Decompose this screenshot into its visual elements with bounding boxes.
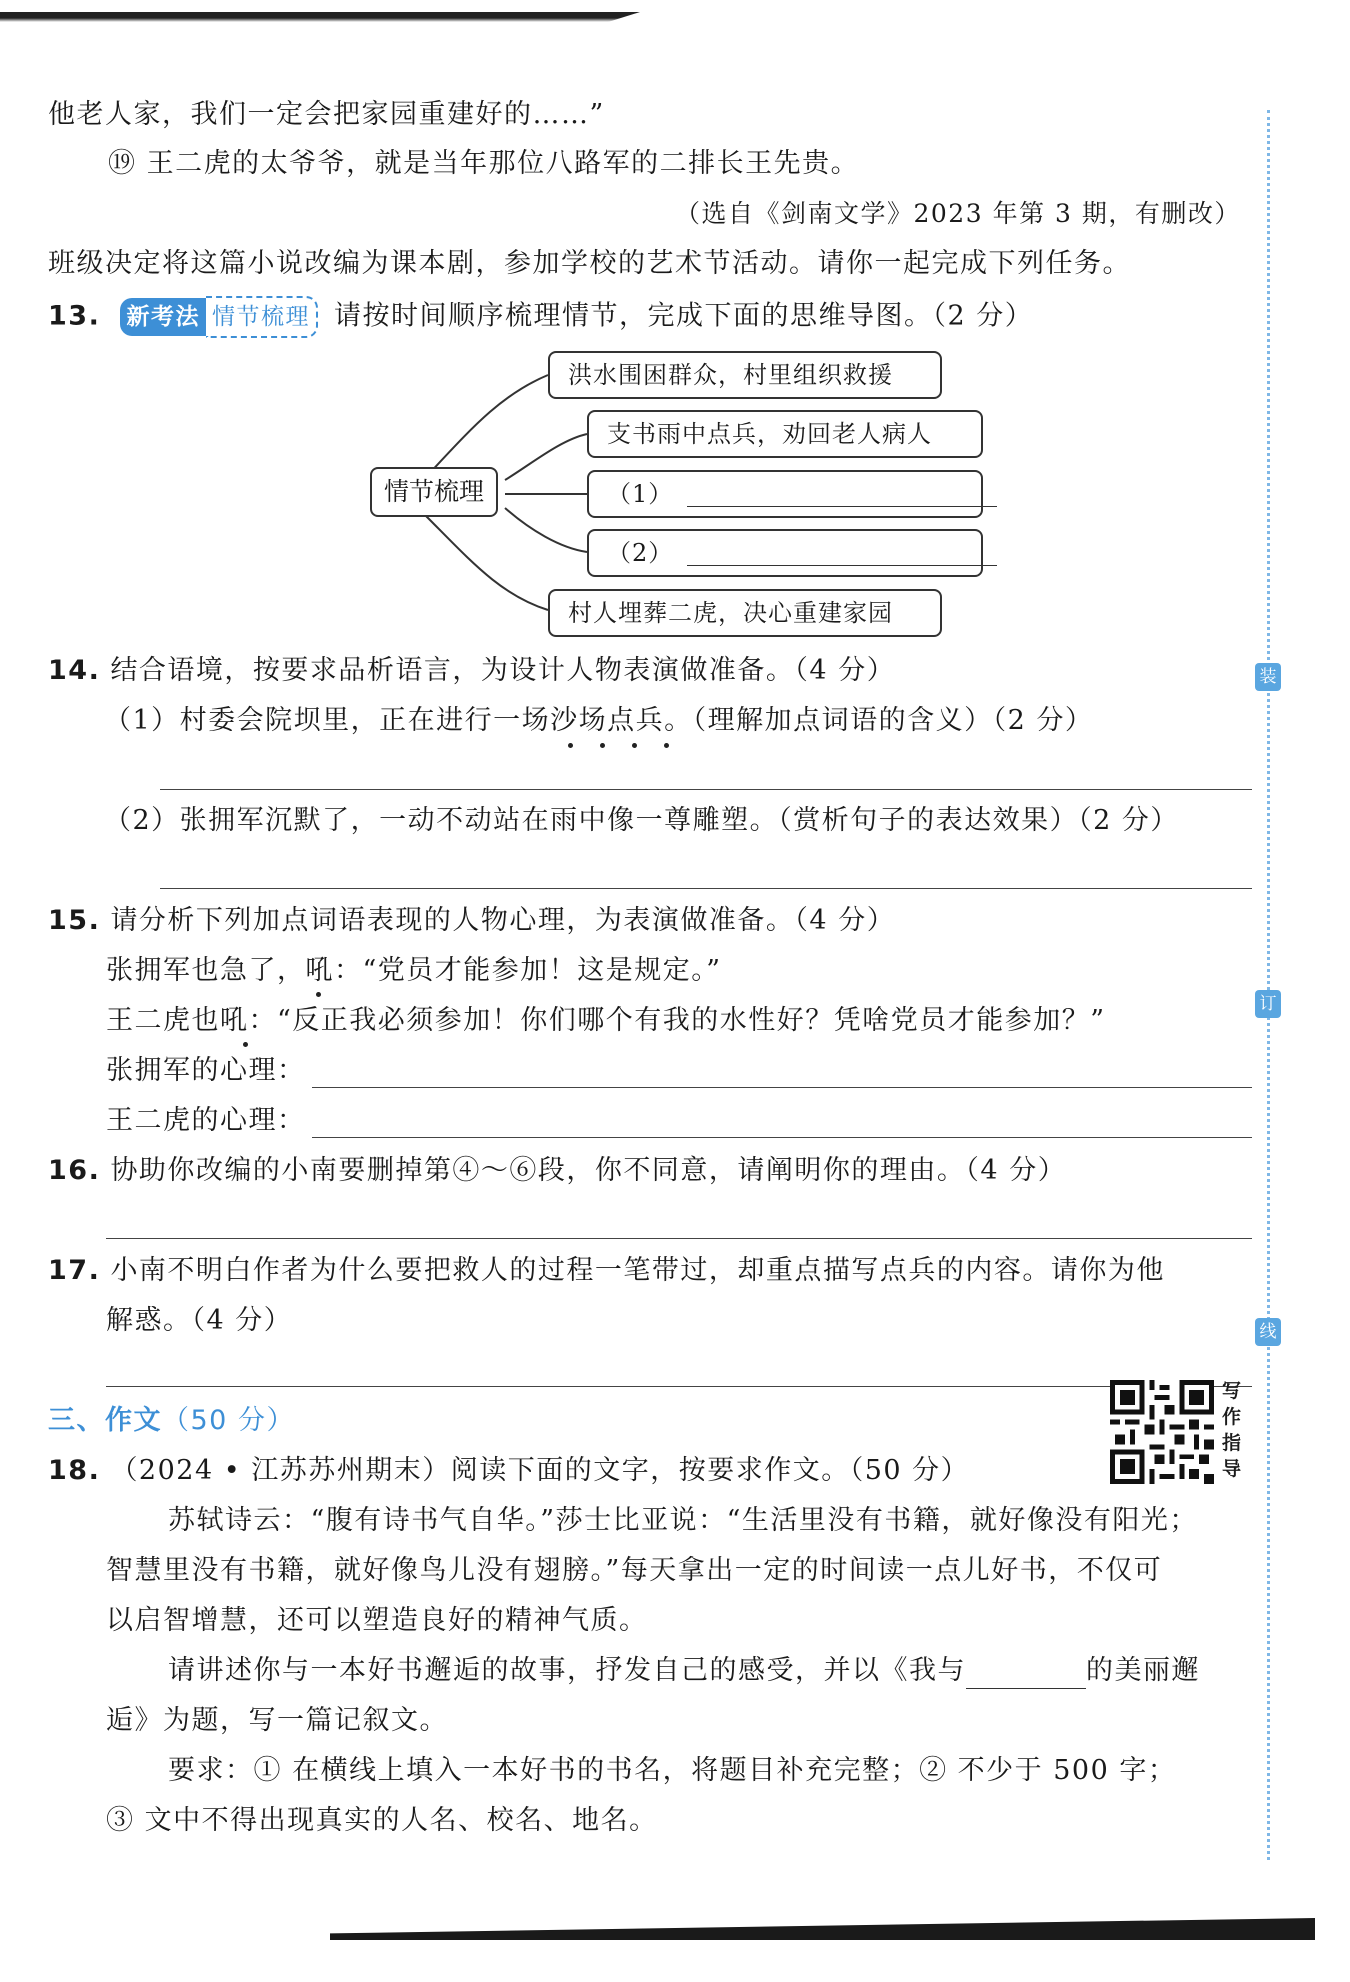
section-score: （50 分） [162,1405,295,1436]
title-blank[interactable] [966,1662,1086,1689]
story-line-19: ⑲ 王二虎的太爷爷，就是当年那位八路军的二排长王先贵。 [108,148,860,179]
q15-quote-2: 王二虎也吼：“反正我必须参加！你们哪个有我的水性好？凭啥党员才能参加？” [106,1005,1106,1036]
emphasis-dot [600,743,605,748]
qr-label-char: 作 [1222,1406,1242,1428]
q18-para-1c: 以启智增慧，还可以塑造良好的精神气质。 [106,1605,648,1636]
story-source: （选自《剑南文学》2023 年第 3 期，有删改） [675,199,1241,228]
tag-new: 新考法 [120,298,206,336]
blank-label: （2） [607,539,674,567]
q18-para-2b: 逅》为题，写一篇记叙文。 [106,1705,448,1736]
q14-sub-2: （2）张拥军沉默了，一动不动站在雨中像一尊雕塑。（赏析句子的表达效果）（2 分） [104,805,1179,836]
side-tab-ding: 订 [1255,990,1281,1018]
answer-line-15-2[interactable] [312,1137,1252,1138]
mindmap-box-4[interactable] [587,529,983,577]
mindmap-box-3[interactable] [587,470,983,518]
mindmap-center: 情节梳理 [370,467,498,517]
question-text: 请按时间顺序梳理情节，完成下面的思维导图。（2 分） [334,300,1034,332]
question-14 [48,653,895,689]
question-number: 14. [48,655,101,686]
emphasis-dot [243,1042,248,1047]
question-text: 结合语境，按要求品析语言，为设计人物表演做准备。（4 分） [110,655,896,686]
q18-para-3b: ③ 文中不得出现真实的人名、校名、地名。 [106,1805,658,1836]
section-title: 三、作文 [48,1405,162,1436]
q18-para-2a [168,1653,1200,1689]
emphasis-dot [568,743,573,748]
answer-line-15-1[interactable] [312,1087,1252,1088]
answer-line-16[interactable] [106,1238,1252,1239]
question-number: 18. [48,1455,101,1486]
q14-sub-1: （1）村委会院坝里，正在进行一场沙场点兵。（理解加点词语的含义）（2 分） [104,705,1094,736]
question-text: 协助你改编的小南要删掉第④～⑥段，你不同意，请阐明你的理由。（4 分） [110,1155,1067,1186]
emphasis-dot [316,992,321,997]
answer-line-14-1[interactable] [160,789,1252,790]
question-15 [48,903,895,939]
q15-label-2: 王二虎的心理： [106,1105,306,1136]
qr-label [1222,1378,1246,1482]
question-number: 15. [48,905,101,936]
tag-sub: 情节梳理 [206,296,318,338]
story-line-1: 他老人家，我们一定会把家园重建好的……” [48,99,605,130]
q18-para-3a: 要求：① 在横线上填入一本好书的书名，将题目补充完整；② 不少于 500 字； [168,1755,1177,1786]
section-3-heading [48,1403,295,1439]
side-tab-xian: 线 [1255,1318,1281,1346]
q15-label-1: 张拥军的心理： [106,1055,306,1086]
q15-quote-1: 张拥军也急了，吼：“党员才能参加！这是规定。” [106,955,722,986]
mindmap-box-2: 支书雨中点兵，劝回老人病人 [587,410,983,458]
bottom-rule [330,1918,1315,1940]
blank-label: （1） [607,480,674,508]
question-18 [48,1453,969,1489]
qr-label-char: 指 [1222,1432,1242,1454]
para-2a-post: 的美丽邂 [1086,1655,1200,1686]
question-text: 请分析下列加点词语表现的人物心理，为表演做准备。（4 分） [110,905,896,936]
qr-label-char: 导 [1222,1458,1242,1480]
emphasis-dot [664,743,669,748]
question-number: 17. [48,1255,101,1286]
answer-line-17[interactable] [106,1386,1252,1387]
answer-blank-2[interactable] [687,543,997,566]
q18-para-1b: 智慧里没有书籍，就好像鸟儿没有翅膀。”每天拿出一定的时间读一点儿好书，不仅可 [106,1555,1163,1586]
emphasis-dot [632,743,637,748]
mindmap-box-1: 洪水围困群众，村里组织救援 [548,351,942,399]
question-number: 13. [48,300,101,332]
para-2a-pre: 请讲述你与一本好书邂逅的故事，抒发自己的感受，并以《我与 [168,1655,966,1686]
question-16 [48,1153,1066,1189]
question-text: 小南不明白作者为什么要把救人的过程一笔带过，却重点描写点兵的内容。请你为他 [110,1255,1165,1286]
side-tab-zhuang: 装 [1255,663,1281,691]
question-text: （2024 • 江苏苏州期末）阅读下面的文字，按要求作文。（50 分） [110,1455,970,1486]
question-number: 16. [48,1155,101,1186]
mindmap-box-5: 村人埋葬二虎，决心重建家园 [548,589,942,637]
answer-line-14-2[interactable] [160,888,1252,889]
answer-blank-1[interactable] [687,484,997,507]
q18-para-1a: 苏轼诗云：“腹有诗书气自华。”莎士比亚说：“生活里没有书籍，就好像没有阳光； [168,1505,1198,1536]
qr-label-char: 写 [1222,1380,1242,1402]
task-intro: 班级决定将这篇小说改编为课本剧，参加学校的艺术节活动。请你一起完成下列任务。 [48,248,1131,279]
q17-line-2: 解惑。（4 分） [106,1305,293,1336]
qr-code-icon[interactable] [1110,1380,1214,1484]
question-17 [48,1253,1165,1289]
